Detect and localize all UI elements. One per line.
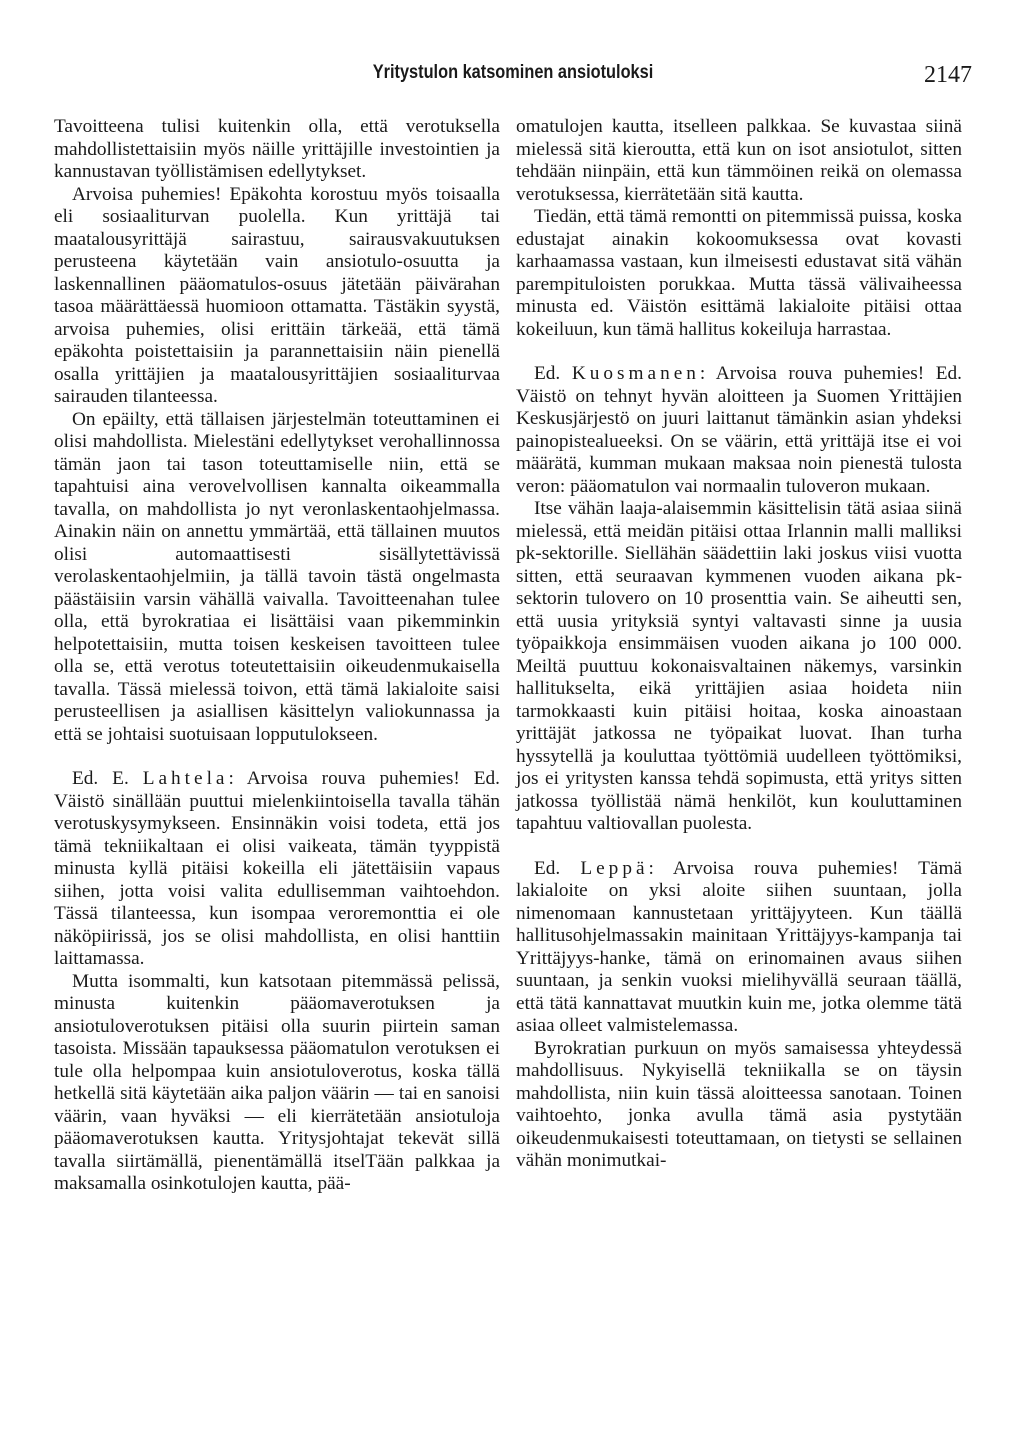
speaker-prefix: Ed. E.	[72, 768, 143, 789]
right-column	[516, 116, 962, 1173]
running-title: Yritystulon katsominen ansiotuloksi	[372, 62, 654, 83]
paragraph: Byrokratian purkuun on myös samaisessa yhteydessä mahdollisuus. Nykyisellä tekniikalla se on täysin mahdollista, niin kuin tässä aloitteessa sanotaan. Toinen vaihtoehto, jonka avulla tämä asia pystytään oikeudenmukaisesti toteuttamaan, on tietysti se sellainen vähän monimutkai-	[516, 1037, 962, 1171]
speaker-prefix: Ed.	[534, 363, 572, 384]
page-header	[54, 58, 972, 94]
speech-text: : Arvoisa rouva puhemies! Ed. Väistö sinällään puuttui mielenkiintoisella tavalla tähän verotuskysymykseen. Ensinnäkin voisi todeta, että jos tämä tekniikaltaan ei olisi vaikeata, tämän tyyppistä minusta kyllä pitäisi kokeilla eli jätettäisiin vapaus siihen, jotta voisi valita edullisemman vaihtoehdon. Tässä tilanteessa, kun isompaa veroremonttia ei ole näköpiirissä, jos se olisi mahdollista, en olisi hanttiin laittamassa.	[54, 768, 500, 969]
speaker-prefix: Ed.	[534, 857, 581, 879]
left-column	[54, 116, 500, 1196]
paragraph-gap	[516, 341, 962, 363]
paragraph: Arvoisa puhemies! Epäkohta korostuu myös toisaalla eli sosiaaliturvan puolella. Kun yrittäjä tai maatalousyrittäjä sairastuu, sairausvakuutuksen perusteena käytetään vain ansiotulo-osuutta ja laskennallinen pääomatulos-osuus jätetään päivärahan tasoa määrättäessä huomioon ottamatta. Tästäkin syystä, arvoisa puhemies, olisi erittäin tärkeää, että tämä epäkohta poistettaisiin ja parannettaisiin näin pienellä osalla yrittäjien ja maatalousyrittäjien sosiaaliturvaa sairauden tilanteessa.	[54, 183, 500, 407]
speaker-name: Leppä	[580, 857, 649, 879]
paragraph: On epäilty, että tällaisen järjestelmän toteuttaminen ei olisi mahdollista. Mielestäni edellytykset verohallinnossa tämän jaon tai tason toteuttamiselle niin, että se tapahtuisi aina verovelvollisen kannalta oikeammalla tavalla, on mahdollista jo nyt veronlaskentaohjelmassa. Ainakin näin on annettu ymmärtää, että tällainen muutos olisi automaattisesti sisällytettävissä verolaskentaohjelmiin, ja tällä tavoin tästä ongelmasta päästäisiin varsin vähällä vaivalla. Tavoitteenahan tulee olla, että byrokratiaa ei lisättäisi vaan pikemminkin helpotettaisiin, mutta toisen keskeisen tavoitteen tulee olla se, että verotus toteutettaisiin oikeudenmukaisella tavalla. Tässä mielessä toivon, että tämä lakialoite saisi perusteellisen ja asiallisen käsittelyn valiokunnassa ja että se johtaisi suotuisaan lopputulokseen.	[54, 408, 500, 745]
speech-paragraph	[516, 363, 962, 498]
paragraph-gap	[516, 836, 962, 858]
paragraph: Itse vähän laaja-alaisemmin käsittelisin tätä asiaa siinä mielessä, että meidän pitäisi ottaa Irlannin malli malliksi pk-sektorille. Siellähän säädettiin laki joskus viisi vuotta sitten, että seuraavan kymmenen vuoden aikana pk-sektorin tulovero on 10 prosenttia vain. Se aiheutti sen, että uusia yrityksiä syntyi valtavasti sinne ja uusia työpaikkoja ensimmäisen vuoden aikana jo 100 000. Meiltä puuttuu kokonaisvaltainen näkemys, varsinkin hallitukselta, eikä yrittäjien asiaa hoideta niin tarmokkaasti kuin pitäisi hoitaa, koska ainoastaan yrittäjät jatkossa ne työpaikat luovat. Ihan turha hyssytellä ja kouluttaa työttömiä uudelleen työttömiksi, jos ei yritysten kanssa tehdä sopimusta, että yritys sitten jatkossa työllistää nämä henkilöt, kun kouluttaminen tapahtuu valtiovallan puolesta.	[516, 498, 962, 834]
paragraph-gap	[54, 746, 500, 768]
speech-text: : Arvoisa rouva puhemies! Tämä lakialoite on yksi aloite siihen suuntaan, jolla nimenomaan kannustetaan yrittäjyyteen. Kun täällä hallitusohjelmassakin mainitaan Yrittäjyys-kampanja tai Yrittäjyys-hanke, tämä on erinomainen avaus siihen suuntaan, ja senkin vuoksi mielihyvällä seuraan täällä, että tätä kannattavat muutkin kuin me, jotka olemme tätä asiaa olleet valmistelemassa.	[516, 857, 962, 1036]
paragraph: omatulojen kautta, itselleen palkkaa. Se kuvastaa siinä mielessä sitä kieroutta, että kun on isot ansiotulot, sitten tehdään niinpäin, että kun tämmöinen reikä on olemassa verotuksessa, kierrätetään sitä kautta.	[516, 116, 962, 205]
paragraph: Mutta isommalti, kun katsotaan pitemmässä pelissä, minusta kuitenkin pääomaverotuksen ja ansiotuloverotuksen pitäisi olla suurin piirtein saman tasoista. Missään tapauksessa pääomatulon verotuksen ei tule olla helpompaa kuin ansiotuloverotus, koska tällä hetkellä sitä käytetään aika paljon väärin — tai en sanoisi väärin, vaan hyväksi — eli kierrätetään ansiotuloja pääomaverotuksen kautta. Yritysjohtajat tekevät sillä tavalla siirtämällä, pienentämällä itselTään palkkaa ja maksamalla osinkotulojen kautta, pää-	[54, 970, 500, 1194]
paragraph: Tavoitteena tulisi kuitenkin olla, että verotuksella mahdollistettaisiin myös näille yrittäjille investointien ja kannustavan työllistämisen edellytykset.	[54, 116, 500, 182]
speaker-name: Lahtela	[142, 768, 229, 789]
speech-paragraph	[54, 768, 500, 971]
page-number: 2147	[924, 62, 972, 88]
speech-paragraph	[516, 858, 962, 1038]
speaker-name: Kuosmanen	[571, 363, 700, 384]
paragraph: Tiedän, että tämä remontti on pitemmissä puissa, koska edustajat ainakin kokoomuksessa ovat kovasti karhaamassa vastaan, kun ilmeisesti edustavat sitä vähän parempituloisten porukkaa. Mutta tässä välivaiheessa minusta ed. Väistön esittämä lakialoite pitäisi ottaa kokeiluun, kun tämä hallitus kokeiluja harrastaa.	[516, 206, 962, 340]
speech-text: : Arvoisa rouva puhemies! Ed. Väistö on tehnyt hyvän aloitteen ja Suomen Yrittäjien Keskusjärjestö on juuri laittanut tämänkin asian yhdeksi painopistealueeksi. On se väärin, että yrittäjä itse ei voi määrätä, kumman mukaan maksaa noin pienestä tulosta veron: pääomatulon vai normaalin tuloveron mukaan.	[516, 363, 962, 497]
